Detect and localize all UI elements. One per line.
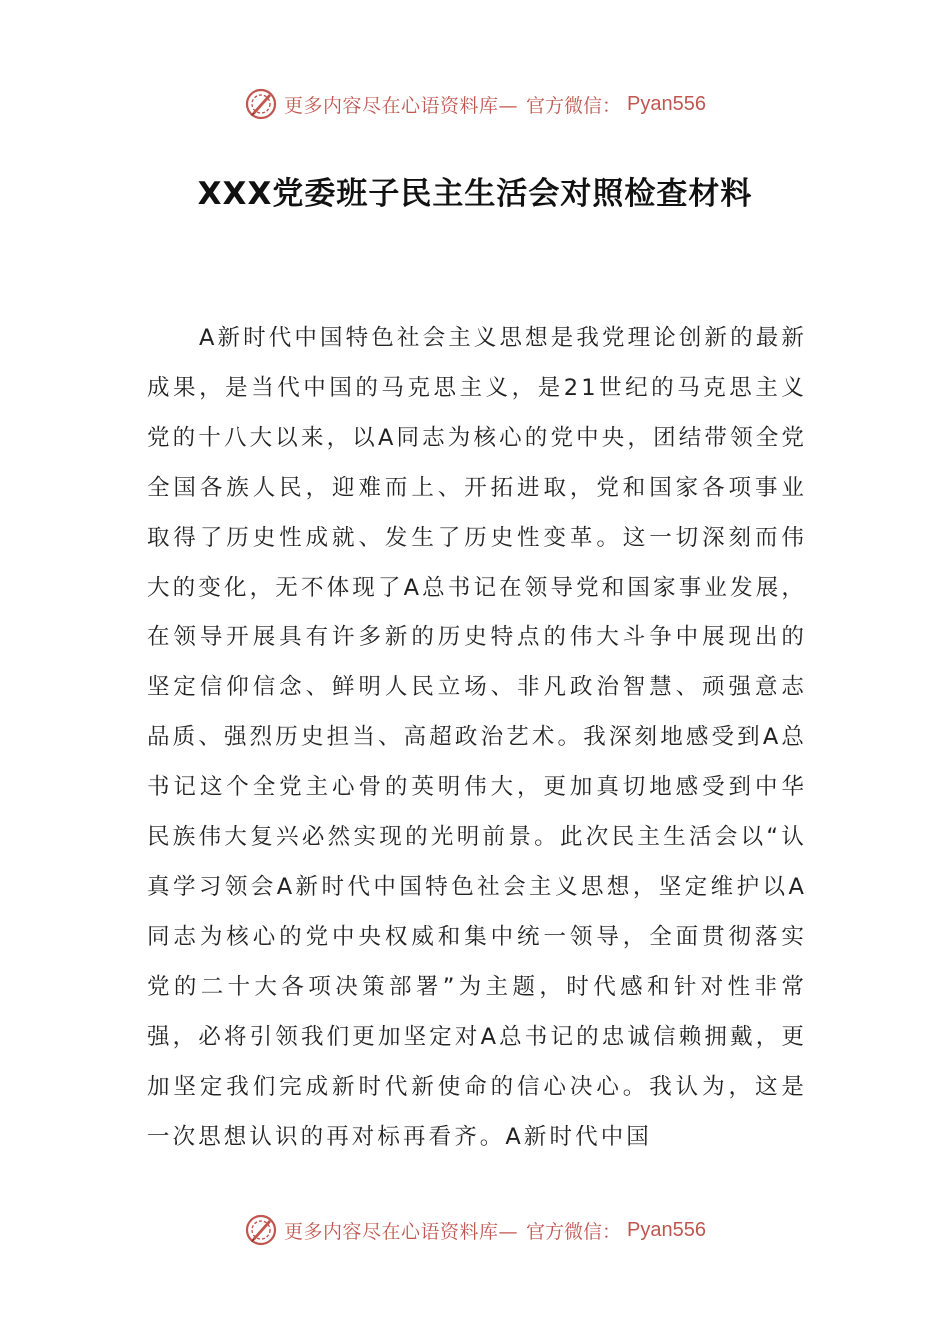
banner-brand-text: 更多内容尽在心语资料库— xyxy=(284,1220,519,1243)
pen-logo-icon xyxy=(244,1213,278,1247)
banner-account-id: Pyan556 xyxy=(627,92,706,115)
footer-banner xyxy=(0,1208,950,1252)
document-paragraph: A新时代中国特色社会主义思想是我党理论创新的最新成果，是当代中国的马克思主义，是21世纪的马克思主义党的十八大以来，以A同志为核心的党中央，团结带领全党全国各族人民，迎难而上、开拓进取，党和国家各项事业取得了历史性成就、发生了历史性变革。这一切深刻而伟大的变化，无不体现了A总书记在领导党和国家事业发展，在领导开展具有许多新的历史特点的伟大斗争中展现出的坚定信仰信念、鲜明人民立场、非凡政治智慧、顽强意志品质、强烈历史担当、高超政治艺术。我深刻地感受到A总书记这个全党主心骨的英明伟大，更加真切地感受到中华民族伟大复兴必然实现的光明前景。此次民主生活会以“认真学习领会A新时代中国特色社会主义思想，坚定维护以A同志为核心的党中央权威和集中统一领导，全面贯彻落实党的二十大各项决策部署”为主题，时代感和针对性非常强，必将引领我们更加坚定对A总书记的忠诚信赖拥戴，更加坚定我们完成新时代新使命的信心决心。我认为，这是一次思想认识的再对标再看齐。A新时代中国 xyxy=(147,325,807,1150)
banner-wechat-label: 官方微信： xyxy=(526,1220,622,1243)
header-banner xyxy=(0,82,950,126)
banner-wechat-label: 官方微信： xyxy=(526,94,622,117)
document-title: XXX党委班子民主生活会对照检查材料 xyxy=(197,176,753,212)
banner-brand-text: 更多内容尽在心语资料库— xyxy=(284,94,519,117)
banner-account-id: Pyan556 xyxy=(627,1218,706,1241)
pen-logo-icon xyxy=(244,87,278,121)
